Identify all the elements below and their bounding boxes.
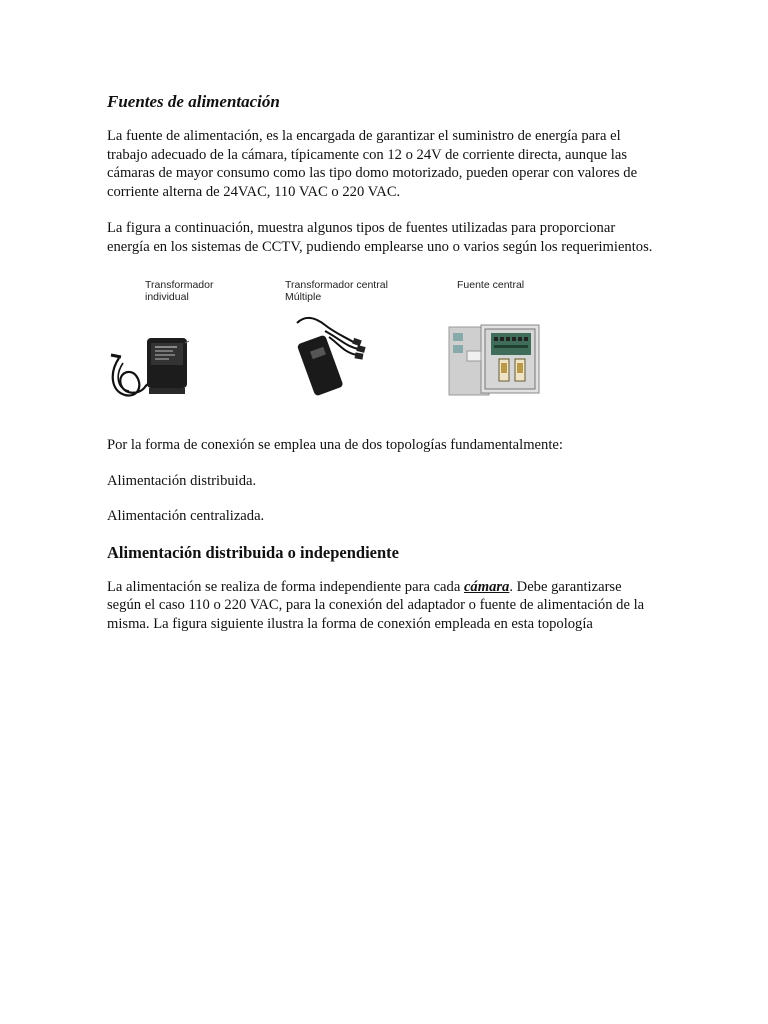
figure-caption-individual: Transformador individual	[145, 279, 214, 303]
document-page	[107, 90, 657, 633]
paragraph-topologies: Por la forma de conexión se emplea una de dos topologías fundamentalmente:	[107, 437, 563, 453]
paragraph-figure-intro: La figura a continuación, muestra algunos tipos de fuentes utilizadas para proporcionar energía en los sistemas de CCTV, pudiendo emplearse uno o varios según los requerimientos.	[107, 220, 653, 255]
list-item-centralized: Alimentación centralizada.	[107, 508, 265, 524]
camera-link[interactable]: cámara	[463, 578, 510, 595]
figure-item-central-supply	[447, 279, 547, 403]
page-title: Fuentes de alimentación	[107, 92, 280, 111]
multi-output-transformer-image	[285, 303, 385, 403]
paragraph-text-start: La alimentación se realiza de forma independiente para cada	[107, 578, 464, 595]
paragraph-text-end: . Debe garantizarse según el caso 110 o 220 VAC, para la conexión del adaptador o fuente de alimentación de la misma. La figura siguiente ilustra la forma de conexión empleada en esta topología	[107, 578, 645, 632]
paragraph-intro: La fuente de alimentación, es la encargada de garantizar el suministro de energía para el trabajo adecuado de la cámara, típicamente con 12 o 24V de corriente directa, aunque las cámaras de mayor consumo como las tipo domo motorizado, pueden operar con valores de corriente alterna de 24VAC, 110 VAC o 220 VAC.	[107, 128, 638, 200]
central-power-box-image	[447, 291, 547, 403]
figure-caption-central: Fuente central	[457, 279, 525, 291]
section-heading: Alimentación distribuida o independiente	[107, 542, 399, 562]
paragraph-distributed-detail	[107, 578, 657, 634]
figure-caption-multiple: Transformador central Múltiple	[285, 279, 388, 303]
power-supply-figure	[107, 279, 557, 409]
wall-adapter-image	[107, 303, 207, 403]
figure-item-individual-transformer	[107, 279, 213, 403]
figure-item-central-multiple-transformer	[285, 279, 388, 403]
list-item-distributed: Alimentación distribuida.	[107, 472, 257, 489]
